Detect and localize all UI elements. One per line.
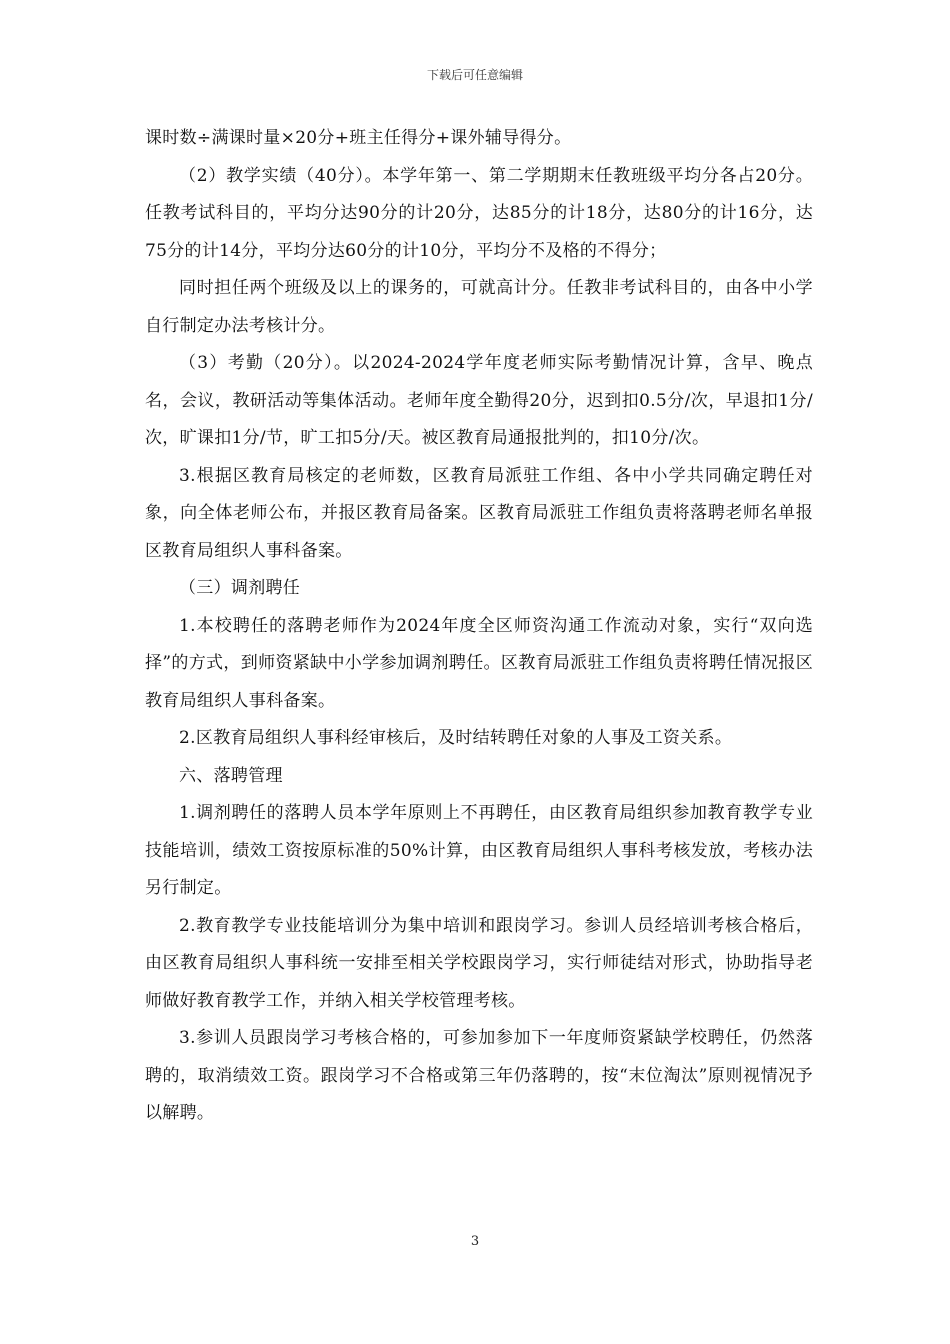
paragraph-management-1: 1.调剂聘任的落聘人员本学年原则上不再聘任，由区教育局组织参加教育教学专业技能培训，绩效工资按原标准的50%计算，由区教育局组织人事科考核发放，考核办法另行制定。 bbox=[145, 803, 813, 898]
paragraph-1: 课时数÷满课时量×20分+班主任得分+课外辅导得分。 bbox=[145, 128, 572, 148]
paragraph-management-2: 2.教育教学专业技能培训分为集中培训和跟岗学习。参训人员经培训考核合格后，由区教育局组织人事科统一安排至相关学校跟岗学习，实行师徒结对形式，协助指导老师做好教育教学工作，并纳入相关学校管理考核。 bbox=[145, 915, 813, 1011]
section-heading-adjustment: （三）调剂聘任 bbox=[179, 578, 301, 598]
paragraph-item-3: 3.根据区教育局核定的老师数，区教育局派驻工作组、各中小学共同确定聘任对象，向全体老师公布，并报区教育局备案。区教育局派驻工作组负责将落聘老师名单报区教育局组织人事科备案。 bbox=[145, 465, 813, 561]
paragraph-adjustment-2: 2.区教育局组织人事科经审核后，及时结转聘任对象的人事及工资关系。 bbox=[179, 728, 733, 748]
page-header: 下载后可任意编辑 bbox=[426, 68, 523, 82]
paragraph-management-3: 3.参训人员跟岗学习考核合格的，可参加参加下一年度师资紧缺学校聘任，仍然落聘的，取消绩效工资。跟岗学习不合格或第三年仍落聘的，按“末位淘汰”原则视情况予以解聘。 bbox=[145, 1028, 813, 1123]
document-body bbox=[145, 120, 813, 1133]
page-number: 3 bbox=[470, 1234, 480, 1249]
section-heading-management: 六、落聘管理 bbox=[179, 765, 283, 786]
paragraph-teaching-performance: （2）教学实绩（40分）。本学年第一、第二学期期末任教班级平均分各占20分。任教考试科目的，平均分达90分的计20分，达85分的计18分，达80分的计16分，达75分的计14分，平均分达60分的计10分，平均分不及格的不得分； bbox=[145, 165, 813, 261]
paragraph-adjustment-1: 1.本校聘任的落聘老师作为2024年度全区师资沟通工作流动对象，实行“双向选择”的方式，到师资紧缺中小学参加调剂聘任。区教育局派驻工作组负责将聘任情况报区教育局组织人事科备案。 bbox=[145, 615, 813, 711]
paragraph-attendance: （3）考勤（20分）。以2024-2024学年度老师实际考勤情况计算，含早、晚点名，会议，教研活动等集体活动。老师年度全勤得20分，迟到扣0.5分/次，早退扣1分/次，旷课扣1分/节，旷工扣5分/天。被区教育局通报批判的，扣10分/次。 bbox=[145, 353, 813, 448]
paragraph-multiple-classes: 同时担任两个班级及以上的课务的，可就高计分。任教非考试科目的，由各中小学自行制定办法考核计分。 bbox=[145, 278, 813, 336]
